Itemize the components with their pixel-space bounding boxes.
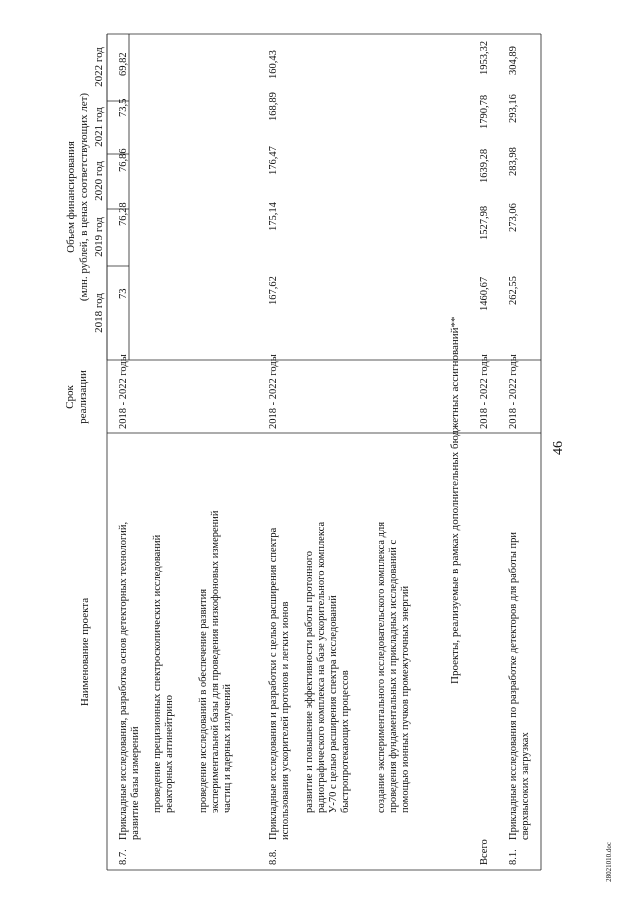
value-2019: 175,14 xyxy=(268,202,279,231)
year-header-2019: 2019 год xyxy=(93,217,105,257)
row-number: 8.1. xyxy=(508,849,519,865)
value-2019: 273,06 xyxy=(508,203,519,232)
total-label: Всего xyxy=(479,839,490,865)
row-sub-2-line-1: создание экспериментального исследовательского комплекса для xyxy=(376,521,387,813)
value-2020: 76,86 xyxy=(118,148,129,172)
row-sub-1-line-1: проведение прецизионных спектроскопических исследований xyxy=(152,534,163,813)
year-header-2021: 2021 год xyxy=(93,107,105,147)
header-name-col: Наименование проекта xyxy=(79,597,91,707)
value-2018: 167,62 xyxy=(268,276,279,305)
row-number: 8.8. xyxy=(268,849,279,865)
row-sub-2-line-2: проведения фундаментальных и прикладных исследований с xyxy=(388,539,399,813)
value-2020: 1639,28 xyxy=(479,148,490,183)
row-sub-1-line-1: развитие и повышение эффективности работы протонного xyxy=(304,550,315,813)
page-number: 46 xyxy=(551,441,566,455)
row-sub-1-line-2: реакторных антинейтрино xyxy=(164,694,175,813)
value-2022: 69,82 xyxy=(118,52,129,76)
row-title-line-1: Прикладные исследования и разработки с целью расширения спектра xyxy=(268,527,279,840)
row-term: 2018 - 2022 годы xyxy=(508,354,519,429)
row-title-line-2: сверхвысоких загрузках xyxy=(520,732,531,840)
value-2019: 76,28 xyxy=(118,202,129,226)
row-title-line-2: использования ускорителей протонов и легких ионов xyxy=(280,601,291,840)
row-title-line-1: Прикладные исследования по разработке детекторов для работы при xyxy=(508,531,519,840)
header-term-line-2: реализации xyxy=(77,370,89,424)
row-title-line-1: Прикладные исследования, разработка основ детекторных технологий, xyxy=(118,521,129,840)
row-sub-1-line-2: радиографического комплекса на базе ускорительного комплекса xyxy=(316,521,327,813)
header-term-line-1: Срок xyxy=(64,385,76,409)
header-funding-title: Объем финансирования xyxy=(65,141,77,253)
row-sub-2-line-3: частиц и ядерных излучений xyxy=(222,684,233,813)
value-2022: 304,89 xyxy=(508,46,519,75)
value-2018: 73 xyxy=(118,288,129,299)
value-2020: 283,98 xyxy=(508,147,519,176)
row-sub-1-line-4: быстропротекающих процессов xyxy=(340,670,351,813)
value-2018: 262,55 xyxy=(508,276,519,305)
row-title-line-2: развитие базы измерений xyxy=(130,726,141,840)
year-headers xyxy=(93,47,105,333)
value-2021: 293,16 xyxy=(508,94,519,123)
table-row-8-8 xyxy=(268,50,411,865)
year-header-2020: 2020 год xyxy=(93,161,105,201)
row-number: 8.7. xyxy=(118,849,129,865)
year-header-2018: 2018 год xyxy=(93,293,105,333)
row-term: 2018 - 2022 годы xyxy=(268,354,279,429)
value-2019: 1527,98 xyxy=(479,205,490,240)
footer-doc-code: 28021010.doc xyxy=(605,842,613,882)
row-sub-2-line-3: помощью ионных пучков промежуточных энергий xyxy=(400,585,411,813)
value-2018: 1460,67 xyxy=(479,276,490,311)
table-row-8-7 xyxy=(118,52,233,865)
value-2021: 168,89 xyxy=(268,92,279,121)
value-2021: 1790,78 xyxy=(479,94,490,129)
year-header-2022: 2022 год xyxy=(93,47,105,87)
value-2022: 160,43 xyxy=(268,50,279,79)
section-heading: Проекты, реализуемые в рамках дополнительных бюджетных ассигнований** xyxy=(449,316,461,684)
row-term: 2018 - 2022 годы xyxy=(479,354,490,429)
row-sub-1-line-3: У-70 с целью расширения спектра исследований xyxy=(328,595,339,813)
row-sub-2-line-2: экспериментальной базы для проведения низкофоновых измерений xyxy=(210,510,221,813)
row-term: 2018 - 2022 годы xyxy=(118,354,129,429)
table-row-total xyxy=(479,41,490,865)
value-2022: 1953,32 xyxy=(479,40,490,75)
value-2021: 73,5 xyxy=(118,98,129,117)
value-2020: 176,47 xyxy=(268,146,279,175)
row-sub-2-line-1: проведение исследований в обеспечение развития xyxy=(198,588,209,813)
header-funding-subtitle: (млн. рублей, в ценах соответствующих лет) xyxy=(78,92,90,302)
table-row-8-1 xyxy=(508,46,531,865)
